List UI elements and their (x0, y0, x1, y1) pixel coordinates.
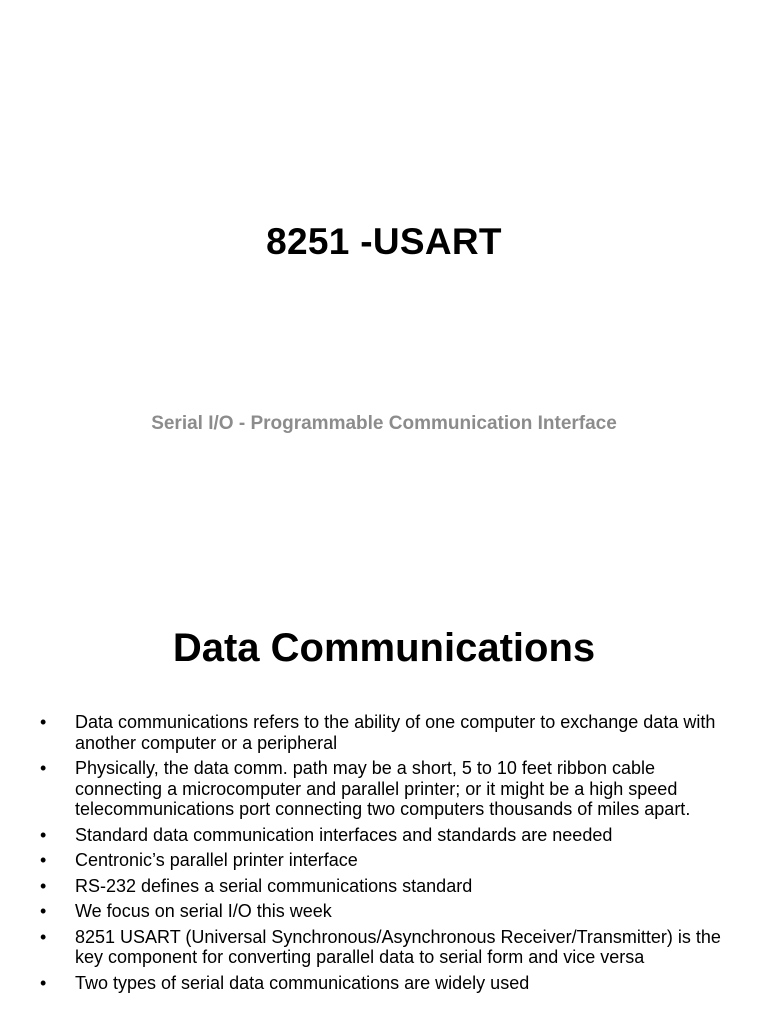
slide-subtitle: Serial I/O - Programmable Communication Interface (151, 413, 617, 434)
bullet-dot-icon: • (40, 758, 47, 778)
bullet-text: Two types of serial data communications are widely used (75, 972, 530, 993)
bullet-text: Physically, the data comm. path may be a short, 5 to 10 feet ribbon cable connecting a microcomputer and parallel printer; or it might be a high speed telecommunications port connecting two computers thousands of miles apart. (75, 758, 691, 819)
bullet-item (40, 825, 740, 846)
bullet-text: We focus on serial I/O this week (75, 901, 332, 921)
bullet-dot-icon: • (40, 850, 47, 870)
bullet-text: RS-232 defines a serial communications standard (75, 875, 473, 896)
bullet-item (40, 758, 740, 820)
bullet-item (40, 712, 740, 753)
bullet-list (40, 712, 740, 998)
bullet-item (40, 927, 740, 968)
bullet-text: Data communications refers to the ability of one computer to exchange data with another computer or a peripheral (75, 712, 716, 753)
content-slide (0, 576, 768, 1024)
bullet-text: 8251 USART (Universal Synchronous/Asynchronous Receiver/Transmitter) is the key component for converting parallel data to serial form and vice versa (75, 926, 721, 967)
bullet-item (40, 876, 740, 897)
bullet-dot-icon: • (40, 901, 47, 921)
bullet-dot-icon: • (40, 824, 47, 845)
bullet-text: Centronic’s parallel printer interface (75, 850, 358, 870)
bullet-dot-icon: • (40, 875, 47, 896)
slide-title: 8251 -USART (266, 221, 502, 262)
bullet-item (40, 901, 740, 922)
bullet-dot-icon: • (40, 712, 47, 732)
bullet-item (40, 850, 740, 871)
bullet-dot-icon: • (40, 972, 47, 993)
bullet-item (40, 973, 740, 994)
bullet-dot-icon: • (40, 926, 47, 947)
slide-heading: Data Communications (172, 626, 596, 670)
bullet-text: Standard data communication interfaces and standards are needed (75, 824, 613, 845)
